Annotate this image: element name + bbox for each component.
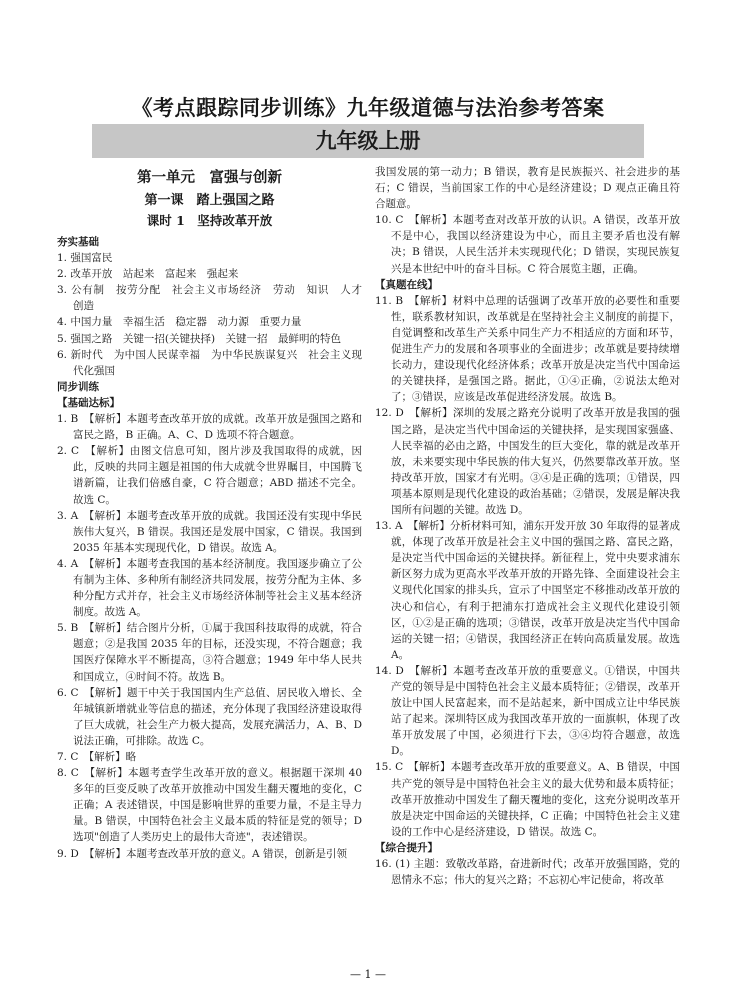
page-number: — 1 — — [350, 968, 386, 981]
answer-item: 2. 改革开放 站起来 富起来 强起来 — [57, 268, 239, 281]
volume-banner: 九年级上册 — [92, 124, 644, 158]
left-column-body — [57, 234, 373, 862]
answer-item: 5. 强国之路 关键一招(关键抉择) 关键一招 最鲜明的特色 — [57, 332, 342, 345]
section-heading: 【真题在线】 — [375, 278, 438, 291]
answer-item: 7. C 【解析】略 — [57, 751, 137, 763]
left-column — [57, 164, 373, 862]
lesson-heading: 第一课 踏上强国之路 — [144, 193, 275, 208]
answer-item: 4. A 【解析】本题考查我国的基本经济制度。我国逐步确立了公有制为主体、多种所有制经济共同发展，按劳分配为主体、多种分配方式并存，社会主义市场经济体制等社会主义基本经济制度。故选 A。 — [57, 557, 362, 619]
section-heading: 夯实基础 — [57, 236, 99, 248]
answer-item: 我国发展的第一动力；B 错误，教育是民族振兴、社会进步的基石；C 错误，当前国家工作的中心是经济建设；D 观点正确且符合题意。 — [375, 166, 680, 211]
page-title: 《考点跟踪同步训练》九年级道德与法治参考答案 — [131, 96, 605, 120]
answer-item: 16. (1) 主题：致敬改革路，奋进新时代；改革开放强国路，党的恩情永不忘；伟大的复兴之路；不忘初心牢记使命，将改革 — [375, 858, 680, 887]
answer-item: 1. 强国富民 — [57, 252, 113, 265]
right-column-body — [375, 164, 680, 888]
answer-item: 6. 新时代 为中国人民谋幸福 为中华民族谋复兴 社会主义现代化强国 — [57, 348, 362, 377]
answer-item: 3. 公有制 按劳分配 社会主义市场经济 劳动 知识 人才 创造 — [57, 284, 373, 313]
answer-item: 13. A 【解析】分析材料可知，浦东开发开放 30 年取得的显著成就，体现了改革开放是社会主义中国的强国之路、富民之路，是决定当代中国命运的关键抉择。新征程上，党中央要求浦东新区努力成为更高水平改革开放的开路先锋、全面建设社会主义现代化国家的排头兵，宣示了中国坚定不移推动改革开放的决心和信心，有利于把浦东打造成社会主义现代化建设引领区，①②是正确的选项；③错误，改革开放是决定当代中国命运的关键一招；④错误，我国经济正在转向高质量发展。故选 A。 — [375, 520, 680, 661]
answer-item: 8. C 【解析】本题考查学生改革开放的意义。根据题干深圳 40 多年的巨变反映了改革开放推动中国发生翻天覆地的变化，C 正确；A 表述错误，中国是影响世界的重要力量，不是主导力量。B 错误，中国特色社会主义最本质的特征是党的领导；D 选项"创造了人类历史上的最伟大奇迹"，表述错误。 — [57, 767, 362, 844]
right-column — [375, 164, 680, 888]
answer-item: 14. D 【解析】本题考查改革开放的重要意义。①错误，中国共产党的领导是中国特色社会主义最本质特征；②错误，改革开放让中国人民富起来，而不是站起来，新中国成立让中华民族站了起来。深圳特区成为我国改革开放的一面旗帜，体现了改革开放发展了中国，必须进行下去，③④均符合题意，故选 D。 — [375, 664, 680, 758]
answer-item: 4. 中国力量 幸福生活 稳定器 动力源 重要力量 — [57, 316, 302, 329]
section-heading: 【基础达标】 — [57, 396, 120, 409]
answer-item: 1. B 【解析】本题考查改革开放的成就。改革开放是强国之路和富民之路，B 正确。A、C、D 选项不符合题意。 — [57, 413, 362, 442]
answer-item: 5. B 【解析】结合图片分析，①属于我国科技取得的成就，符合题意；②是我国 2035 年的目标，还没实现，不符合题意；我国医疗保障水平不断提高，③符合题意；1949 年中华人民共和国成立，④时间不符。故选 B。 — [57, 622, 362, 683]
answer-item: 11. B 【解析】材料中总理的话强调了改革开放的必要性和重要性，联系教材知识，改革就是在坚持社会主义制度的前提下，自觉调整和改革生产关系中同生产力不相适应的方面和环节，促进生产力的发展和各项事业的全面进步；改革就是要持续增长动力，建设现代化经济体系；改革开放是决定当代中国命运的关键抉择，是强国之路。据此，①④正确，②说法太绝对了；③错误，应该是改革促进经济发展。故选 B。 — [375, 294, 680, 404]
answer-item: 12. D 【解析】深圳的发展之路充分说明了改革开放是我国的强国之路，是决定当代中国命运的关键抉择，是实现国家强盛、人民幸福的必由之路，中国发生的巨大变化，靠的就是改革开放，未来要实现中华民族的伟大复兴，仍然要靠改革开放。坚持改革开放，国家才有光明。③④是正确的选项；①错误，四项基本原则是现代化建设的政治基础；②错误，发展是解决我国所有问题的关键。故选 D。 — [375, 407, 680, 516]
answer-item: 2. C 【解析】由图文信息可知，图片涉及我国取得的成就，因此，反映的共同主题是祖国的伟大成就令世界瞩目，中国腾飞谱新篇，让我们倍感自豪，C 符合题意；ABD 描述不完全。故选 C。 — [57, 445, 362, 506]
unit-heading: 第一单元 富强与创新 — [137, 170, 282, 186]
answer-item: 10. C 【解析】本题考查对改革开放的认识。A 错误，改革开放不是中心，我国以经济建设为中心，而且主要矛盾也没有解决；B 错误，人民生活并未实现现代化；D 错误，实现民族复兴是本世纪中叶的奋斗目标。C 符合展览主题，正确。 — [375, 214, 680, 275]
answer-item: 6. C 【解析】题干中关于我国国内生产总值、居民收入增长、全年城镇新增就业等信息的描述，充分体现了我国经济建设取得了巨大成就，社会生产力极大提高，发展充满活力，A、B、D 说法正确，可排除。故选 C。 — [57, 686, 362, 747]
answer-item: 3. A 【解析】本题考查改革开放的成就。我国还没有实现中华民族伟大复兴，B 错误。我国还是发展中国家，C 错误。我国到 2035 年基本实现现代化，D 错误。故选 A。 — [57, 509, 362, 554]
section-heading: 【综合提升】 — [375, 841, 438, 854]
section-heading: 同步训练 — [57, 380, 99, 393]
period-heading: 课时 1 坚持改革开放 — [146, 213, 273, 228]
answer-item: 9. D 【解析】本题考查改革开放的意义。A 错误，创新是引领 — [57, 847, 347, 860]
answer-item: 15. C 【解析】本题考查改革开放的重要意义。A、B 错误，中国共产党的领导是中国特色社会主义的最大优势和最本质特征；改革开放推动中国发生了翻天覆地的变化，这充分说明改革开放是决定中国命运的关键抉择，C 正确；中国特色社会主义建设的工作中心是经济建设，D 错误。故选 C。 — [375, 761, 680, 838]
